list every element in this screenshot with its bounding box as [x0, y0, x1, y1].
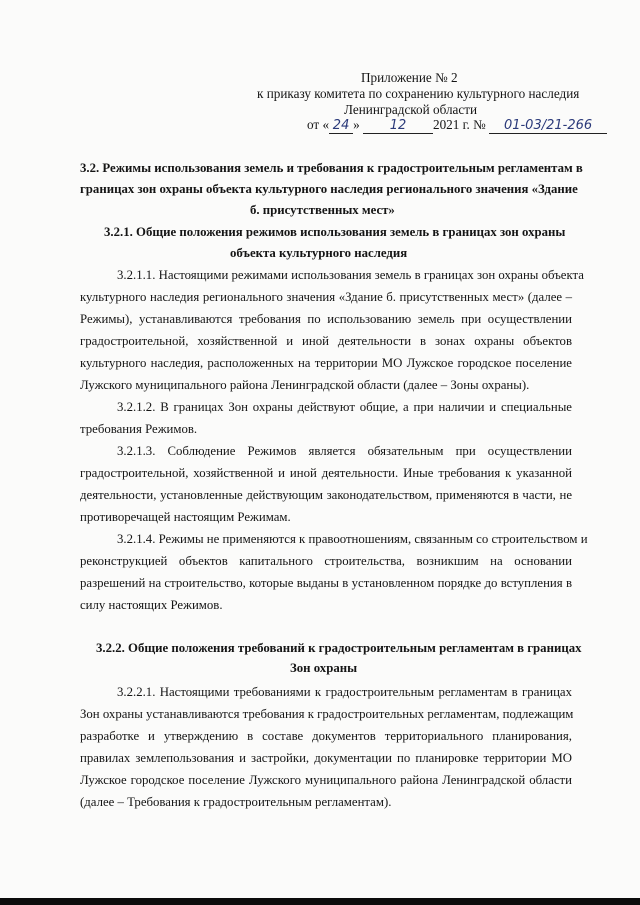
paragraph-3-2-1-4-line: 3.2.1.4. Режимы не применяются к правоотношениям, связанным со строительством и — [117, 532, 588, 546]
date-day-field — [329, 118, 353, 134]
paragraph-3-2-1-1-line: 3.2.1.1. Настоящими режимами использования земель в границах зон охраны объекта — [117, 268, 584, 282]
paragraph-3-2-2-1-line: (далее – Требования к градостроительным регламентам). — [80, 795, 392, 809]
appendix-date-line — [307, 117, 607, 134]
handwritten-month: 12 — [389, 118, 407, 133]
paragraph-3-2-1-1-line: культурного наследия, расположенных на территории МО Лужское городское поселение — [80, 356, 572, 370]
paragraph-3-2-2-1-line: 3.2.2.1. Настоящими требованиями к градостроительным регламентам в границах — [117, 685, 572, 699]
paragraph-3-2-1-4-line: разрешений на строительство, которые выданы в установленном порядке до вступления в — [80, 576, 572, 590]
paragraph-3-2-1-1-line: Лужского муниципального района Ленинградской области (далее – Зоны охраны). — [80, 378, 530, 392]
scan-bottom-edge — [0, 898, 640, 905]
paragraph-3-2-2-1-line: Зон охраны устанавливаются требования к градостроительных регламентам, подлежащим — [80, 707, 574, 721]
section-title-line-3: б. присутственных мест» — [250, 203, 395, 217]
appendix-region: Ленинградской области — [344, 102, 478, 117]
subsection-1-title-line-1: 3.2.1. Общие положения режимов использования земель в границах зон охраны — [104, 225, 566, 239]
paragraph-3-2-1-4-line: силу настоящих Режимов. — [80, 598, 223, 612]
date-month-field — [363, 118, 433, 134]
appendix-label: Приложение № 2 — [361, 70, 458, 85]
order-number-field — [489, 118, 607, 134]
paragraph-3-2-1-4-line: реконструкцией объектов капитального строительства, возникшим на основании — [80, 554, 572, 568]
date-mid: » — [353, 117, 360, 132]
paragraph-3-2-1-3-line: градостроительной, хозяйственной и иной деятельности. Иные требования к указанной — [80, 466, 572, 480]
paragraph-3-2-1-3-line: противоречащей настоящим Режимам. — [80, 510, 291, 524]
paragraph-3-2-1-1-line: Режимы), устанавливаются требования по использованию земель при осуществлении — [80, 312, 572, 326]
subsection-1-title-line-2: объекта культурного наследия — [230, 246, 408, 260]
date-year-text: 2021 г. № — [432, 117, 486, 132]
paragraph-3-2-1-2-line: 3.2.1.2. В границах Зон охраны действуют общие, а при наличии и специальные — [117, 400, 572, 414]
subsection-2-title-line-1: 3.2.2. Общие положения требований к градостроительным регламентам в границах — [96, 641, 582, 655]
paragraph-3-2-2-1-line: правилах землепользования и застройки, документации по планировке территории МО — [80, 751, 572, 765]
paragraph-3-2-1-2-line: требования Режимов. — [80, 422, 198, 436]
handwritten-order-number: 01-03/21-266 — [503, 118, 593, 133]
paragraph-3-2-1-1-line: культурного наследия регионального значения «Здание б. присутственных мест» (далее – — [80, 290, 572, 304]
subsection-2-title-line-2: Зон охраны — [290, 661, 358, 675]
section-title-line-2: границах зон охраны объекта культурного наследия регионального значения «Здание — [80, 182, 578, 196]
paragraph-3-2-2-1-line: разработке и утверждению в составе документов территориального планирования, — [80, 729, 572, 743]
paragraph-3-2-1-3-line: деятельности, установленные действующим законодательством, применяются в части, не — [80, 488, 572, 502]
section-title-line-1: 3.2. Режимы использования земель и требования к градостроительным регламентам в — [80, 161, 583, 175]
paragraph-3-2-1-1-line: градостроительной, хозяйственной и иной деятельности в зонах охраны объектов — [80, 334, 572, 348]
appendix-order-reference: к приказу комитета по сохранению культурного наследия — [257, 86, 580, 101]
paragraph-3-2-2-1-line: Лужское городское поселение Лужского муниципального района Ленинградской области — [80, 773, 572, 787]
handwritten-day: 24 — [332, 118, 350, 133]
paragraph-3-2-1-3-line: 3.2.1.3. Соблюдение Режимов является обязательным при осуществлении — [117, 444, 572, 458]
date-prefix: от « — [307, 117, 330, 132]
